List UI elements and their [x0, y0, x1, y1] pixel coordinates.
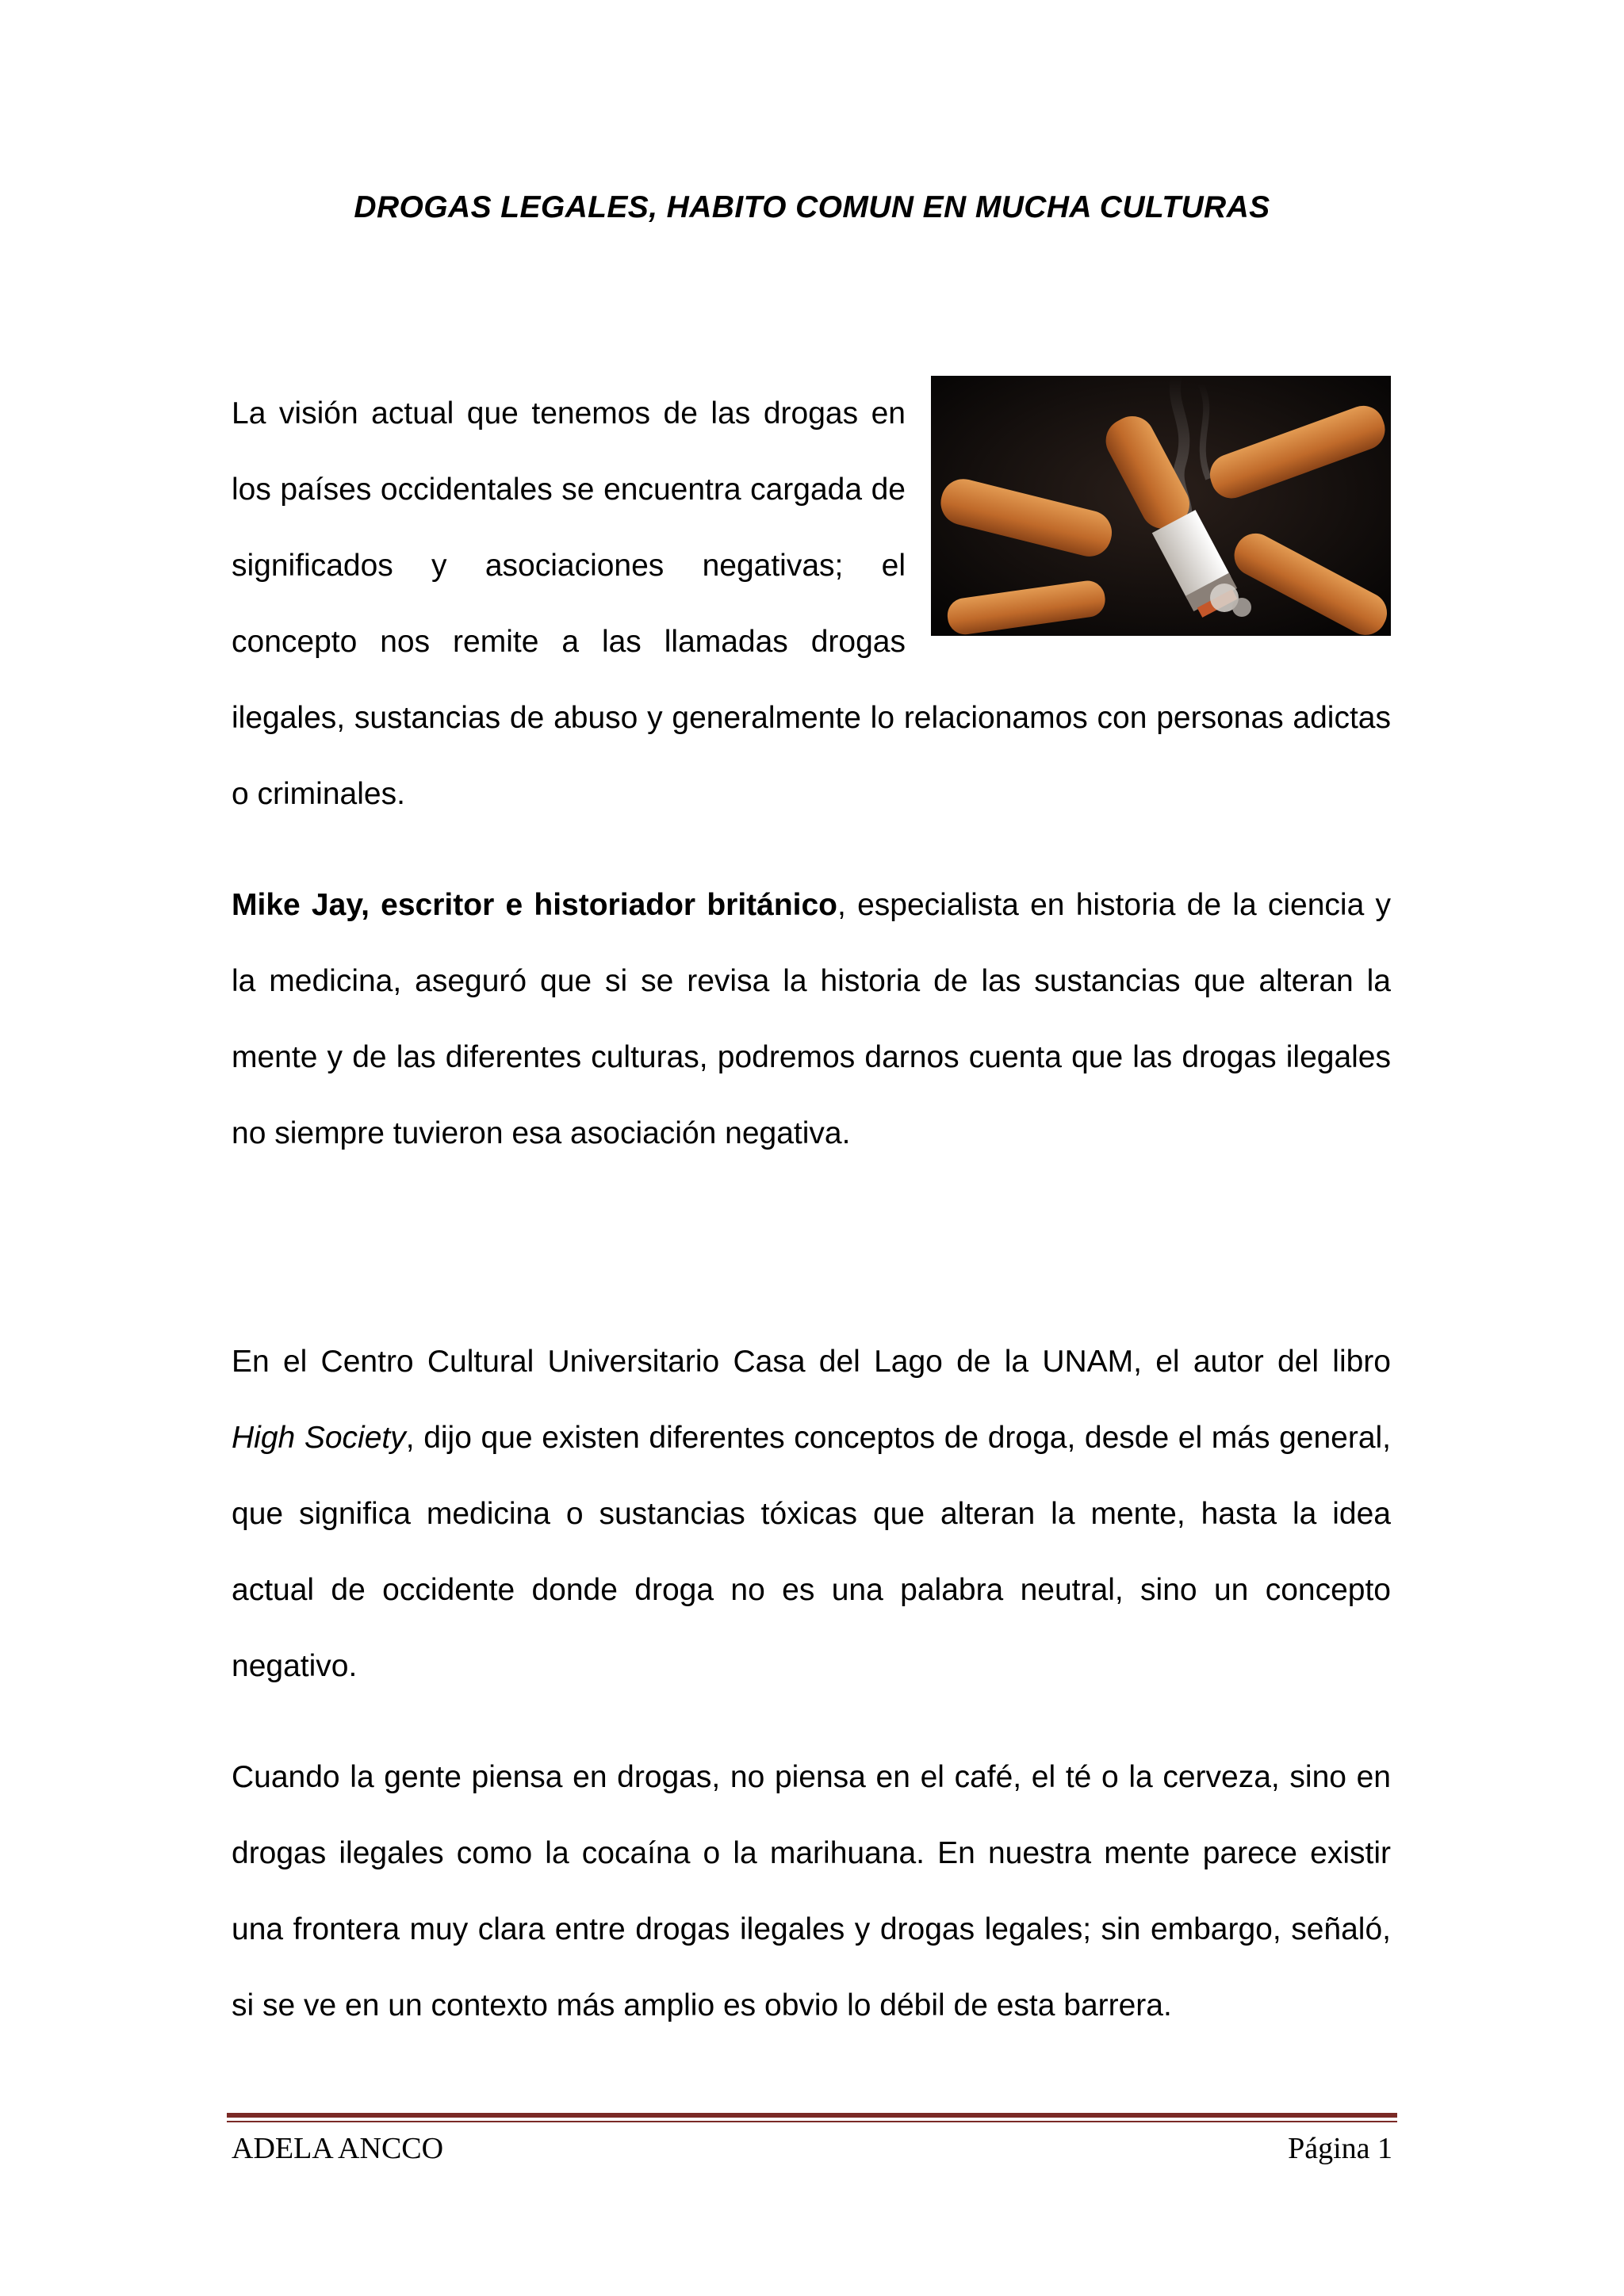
paragraph-2: [232, 867, 1391, 1172]
footer-rule-thin: [227, 2121, 1397, 2122]
footer-page-number: Página 1: [1288, 2132, 1392, 2165]
book-title: High Society: [232, 1421, 406, 1455]
cigarettes-photo: [931, 376, 1391, 636]
paragraph-gap: [232, 832, 1391, 867]
paragraph-gap: [232, 1705, 1391, 1739]
paragraph-2-rest: , especialista en historia de la ciencia y la medicina, aseguró que si se revisa la historia de las sustancias que alteran la mente y de las diferentes culturas, podremos darnos cuenta que las drogas ilegales no siempre tuvieron esa asociación negativa.: [232, 888, 1391, 1150]
footer-rule-thick: [227, 2113, 1397, 2118]
paragraph-3: [232, 1324, 1391, 1705]
paragraph-gap: [232, 1172, 1391, 1324]
paragraph-3-rest: , dijo que existen diferentes conceptos de droga, desde el más general, que significa medicina o sustancias tóxicas que alteran la mente, hasta la idea actual de occidente donde droga no es una palabra neutral, sino un concepto negativo.: [232, 1421, 1392, 1683]
paragraph-1: La visión actual que tenemos de las drogas en los países occidentales se encuentra cargada de significados y asociaciones negativas; el concepto nos remite a las llamadas drogas ilegales, sustancias de abuso y generalmente lo relacionamos con personas adictas o criminales.: [232, 396, 1391, 811]
document-body: [232, 376, 1391, 2044]
paragraph-2-bold: Mike Jay, escritor e historiador británico: [232, 888, 838, 922]
document-title: DROGAS LEGALES, HABITO COMUN EN MUCHA CULTURAS: [354, 190, 1270, 224]
paragraph-1-block: [232, 376, 1391, 832]
paragraph-3-start: En el Centro Cultural Universitario Casa del Lago de la UNAM, el autor del libro: [232, 1345, 1391, 1379]
footer-author: ADELA ANCCO: [232, 2132, 444, 2165]
paragraph-4: Cuando la gente piensa en drogas, no piensa en el café, el té o la cerveza, sino en drogas ilegales como la cocaína o la marihuana. En nuestra mente parece existir una frontera muy clara entre drogas ilegales y drogas legales; sin embargo, señaló, si se ve en un contexto más amplio es obvio lo débil de esta barrera.: [232, 1760, 1391, 2022]
